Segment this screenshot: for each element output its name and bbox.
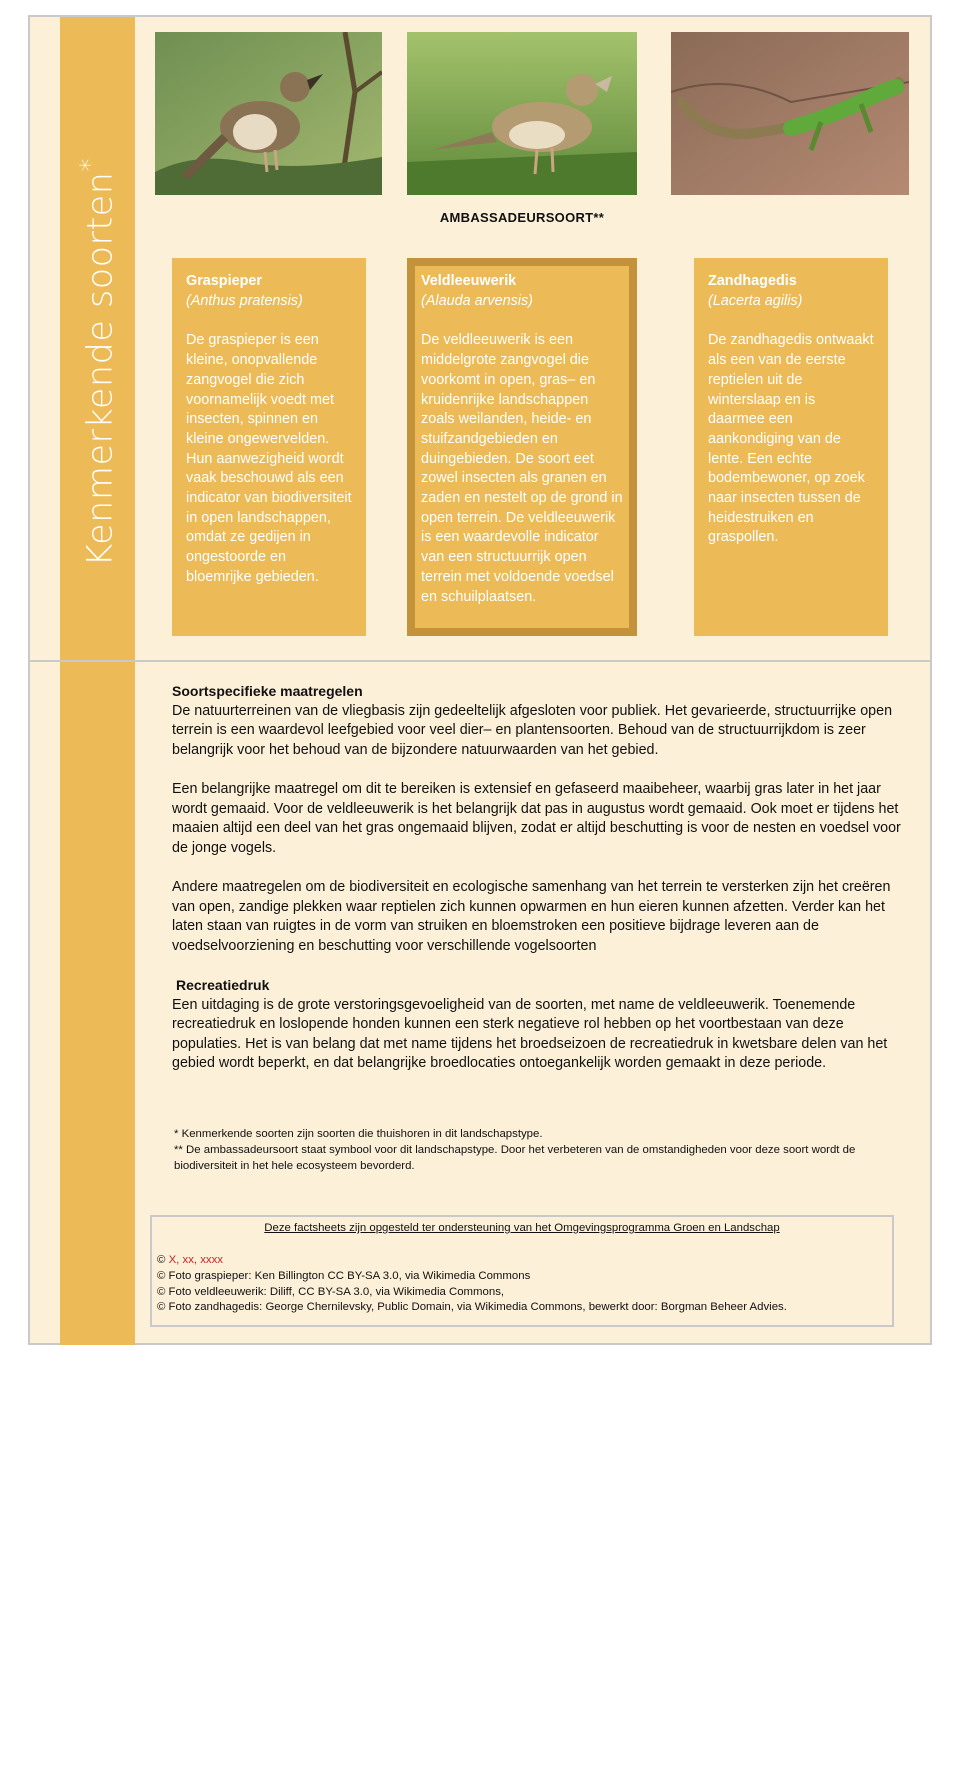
species-section-title: Kenmerkende soorten* [75,158,121,567]
ecology-band [60,662,135,1767]
paragraph: Een belangrijke maatregel om dit te bereiken is extensief en gefaseerd maaibeheer, waarbij gras later in het jaar wordt gemaaid. Voor de veldleeuwerik is het belangrijk dat pas in augustus wordt gemaaid. Ook moet er tijdens het maaien altijd een deel van het gras ongemaaid blijven, zodat er altijd beschutting is voor de nesten en voedsel voor de jonge vogels. [172,780,901,856]
ecology-text [172,682,902,1093]
species-name: Veldleeuwerik [421,273,517,289]
credits-lines [157,1253,787,1316]
veldleeuwerik-photo [407,32,637,195]
paragraph: De natuurterreinen van de vliegbasis zijn gedeeltelijk afgesloten voor publiek. Het gevarieerde, structuurrijke open terrein is een waardevol leefgebied voor veel dier– en plantensoorten. Behoud van de structuurrijkdom is zeer belangrijk voor het behoud van de bijzondere natuurwaarden van het gebied. [172,702,893,758]
ambassador-label: AMBASSADEURSOORT** [439,210,605,225]
species-description: De graspieper is een kleine, onopvallende zangvogel die zich voornamelijk voedt met insecten, spinnen en kleine ongewervelden. Hun aanwezigheid wordt vaak beschouwd als een indicator van biodiversiteit in open landschappen, omdat ze gedijen in ongestoorde en bloemrijke gebieden. [186,332,352,585]
factsheet-page [28,15,932,1767]
zandhagedis-photo [671,32,909,195]
heading-recreation-pressure: Recreatiedruk [176,976,270,993]
species-latin-name: (Alauda arvensis) [421,292,533,309]
species-description: De zandhagedis ontwaakt als een van de eerste reptielen uit de winterslaap en is daarmee een aankondiging van de lente. Een echte bodembewoner, op zoek naar insecten tussen de heidestruiken en graspollen. [708,332,874,546]
footnote: * Kenmerkende soorten zijn soorten die thuishoren in dit landschapstype. [174,1128,543,1140]
ecology-section-title: Ecologie [70,1578,130,1767]
graspieper-photo [155,32,382,195]
footnote: ** De ambassadeursoort staat symbool voor dit landschapstype. Door het verbeteren van de omstandigheden voor deze soort wordt de biodiversiteit in het hele ecosysteem bevorderd. [174,1143,856,1172]
copyright-line: © X, xx, xxxx [157,1254,224,1266]
species-band [60,17,135,660]
photo-credit: © Foto veldleeuwerik: Diliff, CC BY-SA 3.0, via Wikimedia Commons, [157,1285,505,1298]
species-card-zandhagedis [694,258,888,636]
heading-species-measures: Soortspecifieke maatregelen [172,683,363,699]
credits-box [150,1215,894,1327]
photo-credit: © Foto graspieper: Ken Billington CC BY-SA 3.0, via Wikimedia Commons [157,1269,531,1282]
species-description: De veldleeuwerik is een middelgrote zangvogel die voorkomt in open, gras– en kruidenrijke landschappen zoals weilanden, heide- en stuifzandgebieden en duingebieden. De soort eet zowel insecten als granen en zaden en nestelt op de grond in open terrein. De veldleeuwerik is een waardevolle indicator van een structuurrijk open terrein met voldoende voedsel en schuilplaatsen. [421,332,623,605]
photo-credit: © Foto zandhagedis: George Chernilevsky, Public Domain, via Wikimedia Commons, bewerkt door: Borgman Beheer Advies. [157,1301,787,1314]
species-latin-name: (Lacerta agilis) [708,292,803,309]
paragraph: Andere maatregelen om de biodiversiteit en ecologische samenhang van het terrein te versterken zijn het creëren van open, zandige plekken waar reptielen zich kunnen opwarmen en hun eieren kunnen afzetten. Verder kan het laten staan van ruigtes in de vorm van struiken en bloemstroken een positieve bijdrage leveren aan de voedselvoorziening en beschutting voor verschillende vogelsoorten [172,878,891,954]
species-latin-name: (Anthus pratensis) [186,292,303,309]
species-card-veldleeuwerik [407,258,637,636]
species-name: Graspieper [186,273,262,289]
species-name: Zandhagedis [708,273,797,289]
species-card-graspieper [172,258,366,636]
paragraph: Een uitdaging is de grote verstoringsgevoeligheid van de soorten, met name de veldleeuwerik. Toenemende recreatiedruk en loslopende honden kunnen een sterk negatieve rol hebben op het voortbestaan van deze populaties. Het is van belang dat met name tijdens het broedseizoen de recreatiedruk in kwetsbare delen van het gebied wordt beperkt, en dat belangrijke broedlocaties ontoegankelijk worden gemaakt in deze periode. [172,996,888,1072]
footnotes [174,1127,894,1174]
credits-title: Deze factsheets zijn opgesteld ter ondersteuning van het Omgevingsprogramma Groen en Landschap [264,1222,780,1234]
section-divider [30,660,930,662]
